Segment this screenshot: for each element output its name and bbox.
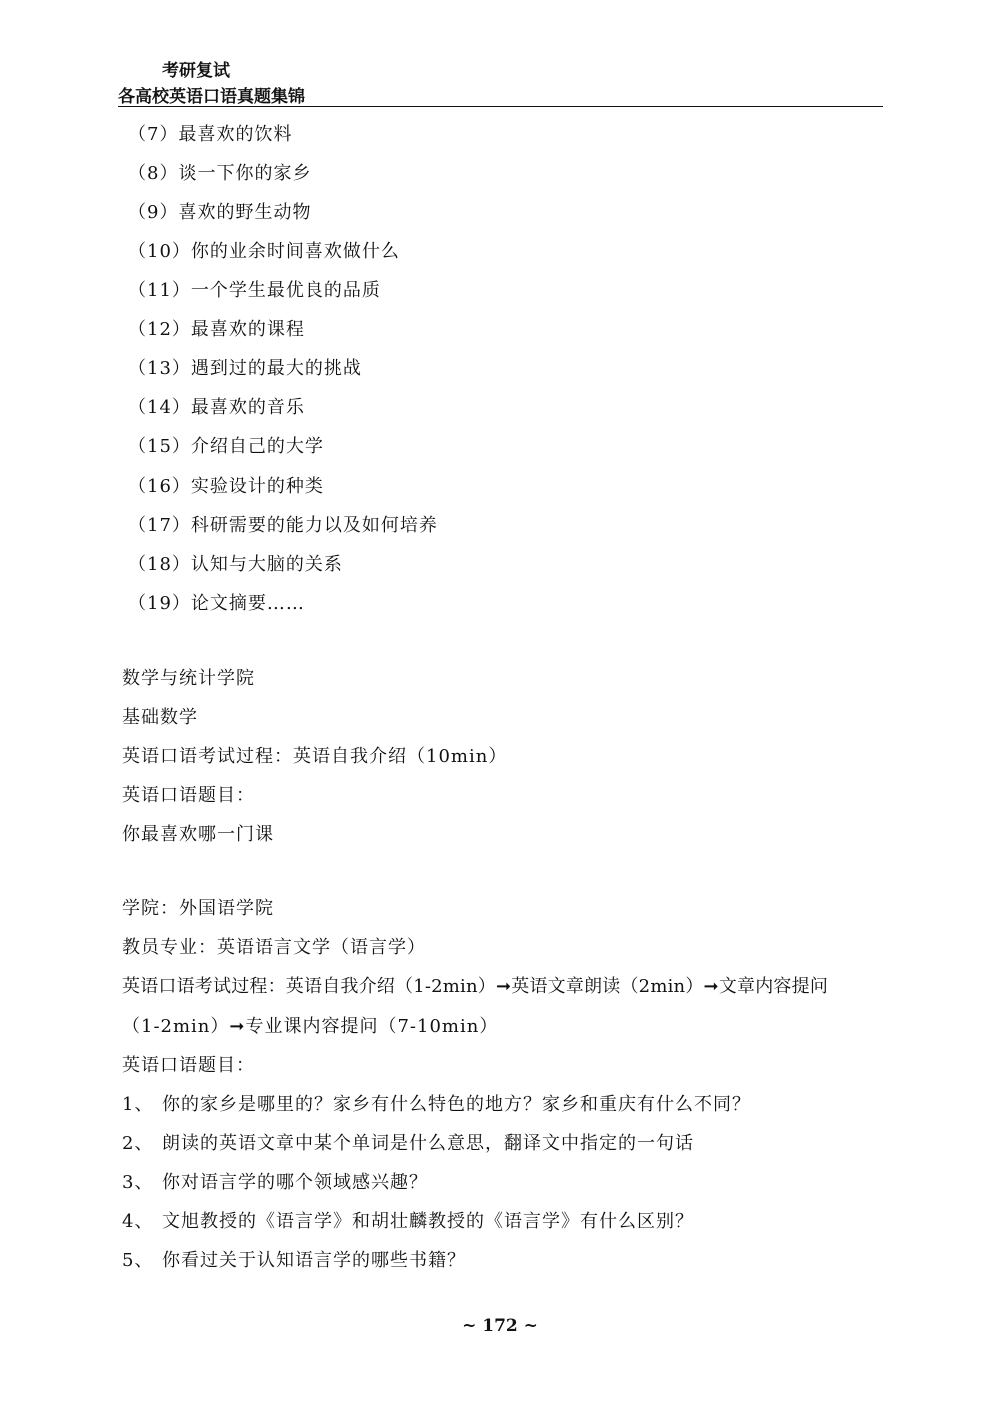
list-item: （16）实验设计的种类 (128, 476, 324, 497)
question-number: 4、 (122, 1211, 154, 1232)
question-item (122, 1129, 694, 1155)
question-text: 你看过关于认知语言学的哪些书籍？ (162, 1250, 466, 1271)
question-item (122, 1246, 466, 1272)
section2-topics-label: 英语口语题目： (122, 1055, 255, 1076)
page-number: ~ 172 ~ (462, 1316, 538, 1336)
question-item (122, 1168, 428, 1194)
list-item: （13）遇到过的最大的挑战 (128, 358, 362, 379)
list-item: （17）科研需要的能力以及如何培养 (128, 515, 438, 536)
section2-major: 教员专业：英语语言文学（语言学） (122, 937, 426, 958)
question-item (122, 1207, 694, 1233)
list-item: （7）最喜欢的饮料 (128, 124, 293, 145)
question-text: 文旭教授的《语言学》和胡壮麟教授的《语言学》有什么区别？ (162, 1211, 694, 1232)
question-item (122, 1090, 751, 1116)
list-item: （14）最喜欢的音乐 (128, 397, 305, 418)
question-number: 2、 (122, 1133, 154, 1154)
question-text: 朗读的英语文章中某个单词是什么意思，翻译文中指定的一句话 (162, 1133, 694, 1154)
section2-process-line1: 英语口语考试过程：英语自我介绍（1-2min）➞英语文章朗读（2min）➞文章内容提问 (122, 976, 829, 997)
list-item: （11）一个学生最优良的品质 (128, 280, 381, 301)
list-item: （9）喜欢的野生动物 (128, 202, 312, 223)
header-rule (118, 106, 883, 107)
header-title: 考研复试 (162, 61, 230, 81)
section1-major: 基础数学 (122, 707, 198, 728)
question-number: 1、 (122, 1094, 154, 1115)
section1-school: 数学与统计学院 (122, 668, 255, 689)
question-number: 5、 (122, 1250, 154, 1271)
question-number: 3、 (122, 1172, 154, 1193)
header-subtitle: 各高校英语口语真题集锦 (118, 87, 305, 107)
list-item: （15）介绍自己的大学 (128, 436, 324, 457)
section1-process: 英语口语考试过程：英语自我介绍（10min） (122, 746, 508, 767)
section2-process-line2: （1-2min）➞专业课内容提问（7-10min） (122, 1016, 499, 1037)
list-item: （12）最喜欢的课程 (128, 319, 305, 340)
list-item: （10）你的业余时间喜欢做什么 (128, 241, 400, 262)
question-text: 你的家乡是哪里的？家乡有什么特色的地方？家乡和重庆有什么不同？ (162, 1094, 751, 1115)
section1-topics-label: 英语口语题目： (122, 785, 255, 806)
list-item: （8）谈一下你的家乡 (128, 163, 312, 184)
section2-school: 学院：外国语学院 (122, 898, 274, 919)
section1-topic: 你最喜欢哪一门课 (122, 824, 274, 845)
list-item: （18）认知与大脑的关系 (128, 554, 343, 575)
list-item: （19）论文摘要…… (128, 593, 305, 614)
question-text: 你对语言学的哪个领域感兴趣？ (162, 1172, 428, 1193)
